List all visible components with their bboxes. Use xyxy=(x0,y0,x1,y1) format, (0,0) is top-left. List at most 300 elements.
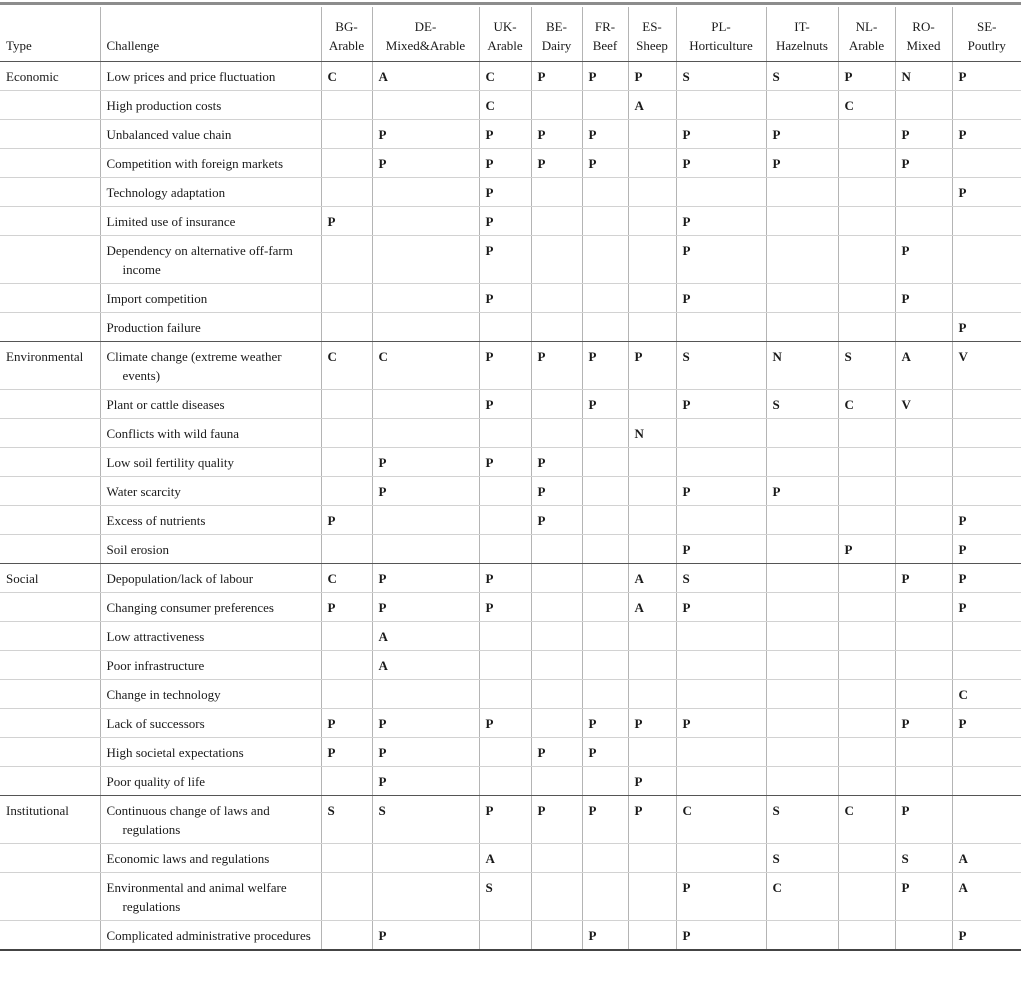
cell-code: P xyxy=(479,284,531,313)
cell-code xyxy=(582,593,628,622)
cell-code xyxy=(531,622,582,651)
table-row xyxy=(0,477,1021,506)
cell-code: P xyxy=(676,477,766,506)
cell-challenge xyxy=(100,651,321,680)
cell-code: C xyxy=(838,91,895,120)
cell-code xyxy=(531,207,582,236)
cell-code xyxy=(895,593,952,622)
cell-type: Social xyxy=(0,564,100,593)
cell-code: P xyxy=(372,738,479,767)
cell-code: N xyxy=(895,62,952,91)
cell-code xyxy=(952,390,1021,419)
table-row xyxy=(0,738,1021,767)
cell-code xyxy=(895,506,952,535)
challenge-label: Environmental and animal welfare regulations xyxy=(106,880,287,914)
cell-type xyxy=(0,622,100,651)
cell-code xyxy=(766,709,838,738)
cell-code xyxy=(766,207,838,236)
header-country xyxy=(372,7,479,62)
cell-code xyxy=(628,680,676,709)
cell-code: C xyxy=(372,342,479,390)
table-row xyxy=(0,564,1021,593)
table-row xyxy=(0,91,1021,120)
cell-type xyxy=(0,593,100,622)
cell-code xyxy=(676,844,766,873)
cell-code xyxy=(838,477,895,506)
cell-code: P xyxy=(479,207,531,236)
cell-code: S xyxy=(372,796,479,844)
cell-code xyxy=(531,921,582,951)
cell-code: P xyxy=(372,448,479,477)
cell-code xyxy=(372,207,479,236)
cell-code: P xyxy=(479,593,531,622)
cell-code: P xyxy=(479,342,531,390)
challenge-label: Technology adaptation xyxy=(106,185,226,200)
header-country-system: Arable xyxy=(487,38,523,53)
cell-code xyxy=(582,448,628,477)
cell-type xyxy=(0,477,100,506)
cell-type xyxy=(0,709,100,738)
cell-code xyxy=(838,149,895,178)
cell-code xyxy=(531,709,582,738)
table-row xyxy=(0,921,1021,951)
challenge-label: Depopulation/lack of labour xyxy=(106,571,254,586)
cell-code: P xyxy=(838,535,895,564)
header-country-system: Poutlry xyxy=(967,38,1006,53)
cell-code xyxy=(582,313,628,342)
cell-code: P xyxy=(895,796,952,844)
cell-code xyxy=(838,506,895,535)
cell-code xyxy=(531,651,582,680)
cell-code xyxy=(766,535,838,564)
cell-code: P xyxy=(582,796,628,844)
cell-code xyxy=(895,921,952,951)
cell-code xyxy=(628,149,676,178)
cell-code xyxy=(895,313,952,342)
cell-code xyxy=(479,419,531,448)
cell-code xyxy=(321,284,372,313)
cell-code xyxy=(895,207,952,236)
cell-code xyxy=(952,207,1021,236)
cell-code xyxy=(766,419,838,448)
cell-code: P xyxy=(479,564,531,593)
cell-code xyxy=(479,622,531,651)
cell-code: S xyxy=(766,844,838,873)
cell-challenge xyxy=(100,506,321,535)
cell-challenge xyxy=(100,680,321,709)
cell-code xyxy=(895,477,952,506)
table-row xyxy=(0,120,1021,149)
cell-type xyxy=(0,284,100,313)
cell-code xyxy=(952,622,1021,651)
cell-code: P xyxy=(372,709,479,738)
cell-code: V xyxy=(952,342,1021,390)
cell-code xyxy=(628,178,676,207)
cell-code: P xyxy=(372,149,479,178)
header-country-code: UK- xyxy=(493,19,517,34)
cell-code xyxy=(676,313,766,342)
cell-code: A xyxy=(952,873,1021,921)
cell-challenge xyxy=(100,236,321,284)
cell-code xyxy=(582,178,628,207)
cell-type xyxy=(0,680,100,709)
cell-code: A xyxy=(479,844,531,873)
table-row xyxy=(0,390,1021,419)
cell-code: A xyxy=(372,622,479,651)
cell-code: P xyxy=(531,796,582,844)
cell-code xyxy=(321,680,372,709)
table-row xyxy=(0,284,1021,313)
cell-code xyxy=(582,651,628,680)
header-type: Type xyxy=(0,7,100,62)
cell-code xyxy=(628,873,676,921)
challenge-label: Poor quality of life xyxy=(106,774,206,789)
cell-challenge xyxy=(100,178,321,207)
cell-code: P xyxy=(531,62,582,91)
cell-code xyxy=(895,535,952,564)
cell-code xyxy=(676,178,766,207)
header-country xyxy=(676,7,766,62)
cell-code: S xyxy=(676,342,766,390)
cell-code: P xyxy=(766,477,838,506)
challenge-label: Import competition xyxy=(106,291,208,306)
challenge-label: Soil erosion xyxy=(106,542,169,557)
cell-code xyxy=(582,767,628,796)
cell-code: C xyxy=(766,873,838,921)
table-row xyxy=(0,342,1021,390)
cell-code: P xyxy=(531,342,582,390)
cell-code xyxy=(766,564,838,593)
cell-code xyxy=(372,680,479,709)
cell-code: P xyxy=(582,921,628,951)
cell-code xyxy=(952,767,1021,796)
cell-code: P xyxy=(676,236,766,284)
cell-code xyxy=(582,506,628,535)
cell-code: C xyxy=(321,342,372,390)
cell-type xyxy=(0,149,100,178)
cell-type xyxy=(0,873,100,921)
challenge-label: Low attractiveness xyxy=(106,629,205,644)
table-row xyxy=(0,207,1021,236)
cell-code: P xyxy=(895,236,952,284)
cell-code: P xyxy=(952,120,1021,149)
challenge-label: Production failure xyxy=(106,320,201,335)
cell-challenge xyxy=(100,873,321,921)
cell-code xyxy=(321,767,372,796)
cell-code xyxy=(531,873,582,921)
cell-code xyxy=(628,477,676,506)
header-country-system: Arable xyxy=(328,38,365,53)
cell-code: P xyxy=(895,149,952,178)
header-country xyxy=(952,7,1021,62)
cell-code: P xyxy=(952,506,1021,535)
cell-code xyxy=(838,738,895,767)
cell-code xyxy=(952,284,1021,313)
challenge-label: Dependency on alternative off-farm income xyxy=(106,243,293,277)
cell-challenge xyxy=(100,149,321,178)
header-country xyxy=(582,7,628,62)
cell-code: P xyxy=(531,120,582,149)
cell-code: V xyxy=(895,390,952,419)
cell-code: P xyxy=(628,342,676,390)
cell-code: P xyxy=(479,120,531,149)
cell-code xyxy=(838,680,895,709)
cell-code xyxy=(321,91,372,120)
table-row xyxy=(0,506,1021,535)
table-body xyxy=(0,62,1021,951)
cell-type xyxy=(0,651,100,680)
header-country-code: DE- xyxy=(414,19,437,34)
cell-code xyxy=(838,419,895,448)
cell-code xyxy=(895,767,952,796)
cell-code: A xyxy=(952,844,1021,873)
cell-code xyxy=(676,419,766,448)
cell-code xyxy=(372,390,479,419)
cell-type: Economic xyxy=(0,62,100,91)
cell-code: P xyxy=(895,709,952,738)
cell-code xyxy=(582,236,628,284)
cell-code xyxy=(582,477,628,506)
cell-code xyxy=(321,178,372,207)
cell-code xyxy=(895,680,952,709)
cell-code xyxy=(895,738,952,767)
cell-code: S xyxy=(766,62,838,91)
cell-code: A xyxy=(895,342,952,390)
cell-code: P xyxy=(952,564,1021,593)
cell-code xyxy=(372,236,479,284)
challenge-label: Conflicts with wild fauna xyxy=(106,426,240,441)
header-country xyxy=(628,7,676,62)
cell-code xyxy=(838,207,895,236)
cell-code xyxy=(838,236,895,284)
header-country-system: Arable xyxy=(848,38,885,53)
cell-code xyxy=(628,120,676,149)
header-country-code: PL- xyxy=(711,19,731,34)
cell-code: P xyxy=(479,709,531,738)
cell-code xyxy=(838,622,895,651)
cell-code xyxy=(372,419,479,448)
cell-code: P xyxy=(582,390,628,419)
cell-code xyxy=(766,506,838,535)
cell-code: P xyxy=(531,149,582,178)
cell-code xyxy=(582,844,628,873)
cell-code: P xyxy=(479,448,531,477)
header-country xyxy=(895,7,952,62)
table-row xyxy=(0,767,1021,796)
table-row xyxy=(0,236,1021,284)
cell-code: P xyxy=(479,236,531,284)
cell-code: P xyxy=(952,313,1021,342)
cell-code xyxy=(628,506,676,535)
cell-code xyxy=(628,448,676,477)
header-country-code: SE- xyxy=(977,19,997,34)
cell-code: P xyxy=(321,207,372,236)
cell-challenge xyxy=(100,207,321,236)
table-row xyxy=(0,149,1021,178)
cell-code xyxy=(479,921,531,951)
cell-code: A xyxy=(628,91,676,120)
cell-challenge xyxy=(100,62,321,91)
cell-code xyxy=(531,767,582,796)
header-country xyxy=(479,7,531,62)
cell-code xyxy=(479,651,531,680)
cell-code: P xyxy=(676,709,766,738)
cell-type: Environmental xyxy=(0,342,100,390)
cell-code: A xyxy=(628,564,676,593)
cell-code xyxy=(838,120,895,149)
cell-code xyxy=(479,477,531,506)
cell-code: A xyxy=(372,62,479,91)
cell-code: P xyxy=(372,564,479,593)
cell-code xyxy=(895,178,952,207)
header-country-system: Mixed&Arable xyxy=(385,38,466,53)
cell-type xyxy=(0,120,100,149)
cell-code xyxy=(766,738,838,767)
cell-code: P xyxy=(479,796,531,844)
cell-code xyxy=(321,535,372,564)
cell-code xyxy=(372,873,479,921)
cell-challenge xyxy=(100,709,321,738)
cell-code xyxy=(582,564,628,593)
table-row xyxy=(0,680,1021,709)
challenges-table xyxy=(0,7,1021,951)
cell-code xyxy=(372,844,479,873)
cell-code: N xyxy=(766,342,838,390)
cell-code: C xyxy=(952,680,1021,709)
cell-code xyxy=(531,390,582,419)
challenge-label: Unbalanced value chain xyxy=(106,127,232,142)
cell-code xyxy=(766,651,838,680)
cell-code xyxy=(676,622,766,651)
cell-challenge xyxy=(100,448,321,477)
cell-code xyxy=(766,236,838,284)
cell-code xyxy=(838,651,895,680)
cell-challenge xyxy=(100,477,321,506)
cell-type xyxy=(0,91,100,120)
cell-code xyxy=(372,506,479,535)
cell-challenge xyxy=(100,593,321,622)
table-row xyxy=(0,873,1021,921)
cell-code xyxy=(531,593,582,622)
cell-code: P xyxy=(676,207,766,236)
cell-code xyxy=(321,448,372,477)
cell-code xyxy=(766,313,838,342)
header-country-code: FR- xyxy=(594,19,616,34)
cell-code xyxy=(676,738,766,767)
cell-code xyxy=(766,680,838,709)
cell-challenge xyxy=(100,419,321,448)
challenge-label: Limited use of insurance xyxy=(106,214,236,229)
cell-code xyxy=(676,680,766,709)
cell-code: P xyxy=(628,709,676,738)
cell-code xyxy=(531,535,582,564)
header-country xyxy=(531,7,582,62)
cell-code xyxy=(531,236,582,284)
header-country-system: Dairy xyxy=(541,38,572,53)
cell-code xyxy=(372,178,479,207)
header-country xyxy=(838,7,895,62)
challenge-label: Low prices and price fluctuation xyxy=(106,69,276,84)
cell-type xyxy=(0,767,100,796)
cell-code xyxy=(479,738,531,767)
cell-code: C xyxy=(676,796,766,844)
cell-code xyxy=(321,149,372,178)
table-row xyxy=(0,535,1021,564)
table-row xyxy=(0,844,1021,873)
cell-challenge xyxy=(100,921,321,951)
cell-code: C xyxy=(838,796,895,844)
cell-code xyxy=(582,622,628,651)
header-country-code: ES- xyxy=(642,19,662,34)
cell-code: P xyxy=(531,506,582,535)
cell-code xyxy=(952,651,1021,680)
cell-code: P xyxy=(582,709,628,738)
cell-code: P xyxy=(531,477,582,506)
cell-code: P xyxy=(676,535,766,564)
cell-challenge xyxy=(100,564,321,593)
table-row xyxy=(0,796,1021,844)
cell-code xyxy=(952,448,1021,477)
table-row xyxy=(0,62,1021,91)
cell-challenge xyxy=(100,738,321,767)
cell-code: P xyxy=(321,738,372,767)
cell-code xyxy=(321,651,372,680)
cell-code: S xyxy=(321,796,372,844)
cell-code xyxy=(676,448,766,477)
cell-code: C xyxy=(479,91,531,120)
cell-code xyxy=(372,535,479,564)
cell-code xyxy=(531,284,582,313)
cell-code xyxy=(479,313,531,342)
cell-code: P xyxy=(321,709,372,738)
cell-code: P xyxy=(838,62,895,91)
challenge-label: Competition with foreign markets xyxy=(106,156,284,171)
cell-code: P xyxy=(321,593,372,622)
header-country-system: Beef xyxy=(592,38,618,53)
cell-type xyxy=(0,535,100,564)
cell-type xyxy=(0,390,100,419)
cell-challenge xyxy=(100,390,321,419)
cell-code xyxy=(321,236,372,284)
cell-code xyxy=(766,622,838,651)
cell-code: P xyxy=(582,738,628,767)
header-country-system: Mixed xyxy=(906,38,941,53)
cell-code: P xyxy=(372,593,479,622)
challenge-label: Change in technology xyxy=(106,687,221,702)
cell-challenge xyxy=(100,796,321,844)
cell-type xyxy=(0,506,100,535)
cell-code: P xyxy=(372,767,479,796)
cell-code xyxy=(582,284,628,313)
cell-code xyxy=(895,448,952,477)
cell-code xyxy=(895,419,952,448)
cell-code xyxy=(838,448,895,477)
cell-code xyxy=(582,207,628,236)
cell-code xyxy=(952,796,1021,844)
cell-code xyxy=(582,91,628,120)
challenge-label: Plant or cattle diseases xyxy=(106,397,225,412)
challenge-label: Lack of successors xyxy=(106,716,205,731)
cell-code xyxy=(321,844,372,873)
cell-type xyxy=(0,207,100,236)
challenge-label: High societal expectations xyxy=(106,745,244,760)
cell-code xyxy=(531,564,582,593)
cell-code: P xyxy=(766,149,838,178)
cell-code: S xyxy=(676,62,766,91)
cell-code xyxy=(479,506,531,535)
cell-code: P xyxy=(766,120,838,149)
cell-type xyxy=(0,921,100,951)
